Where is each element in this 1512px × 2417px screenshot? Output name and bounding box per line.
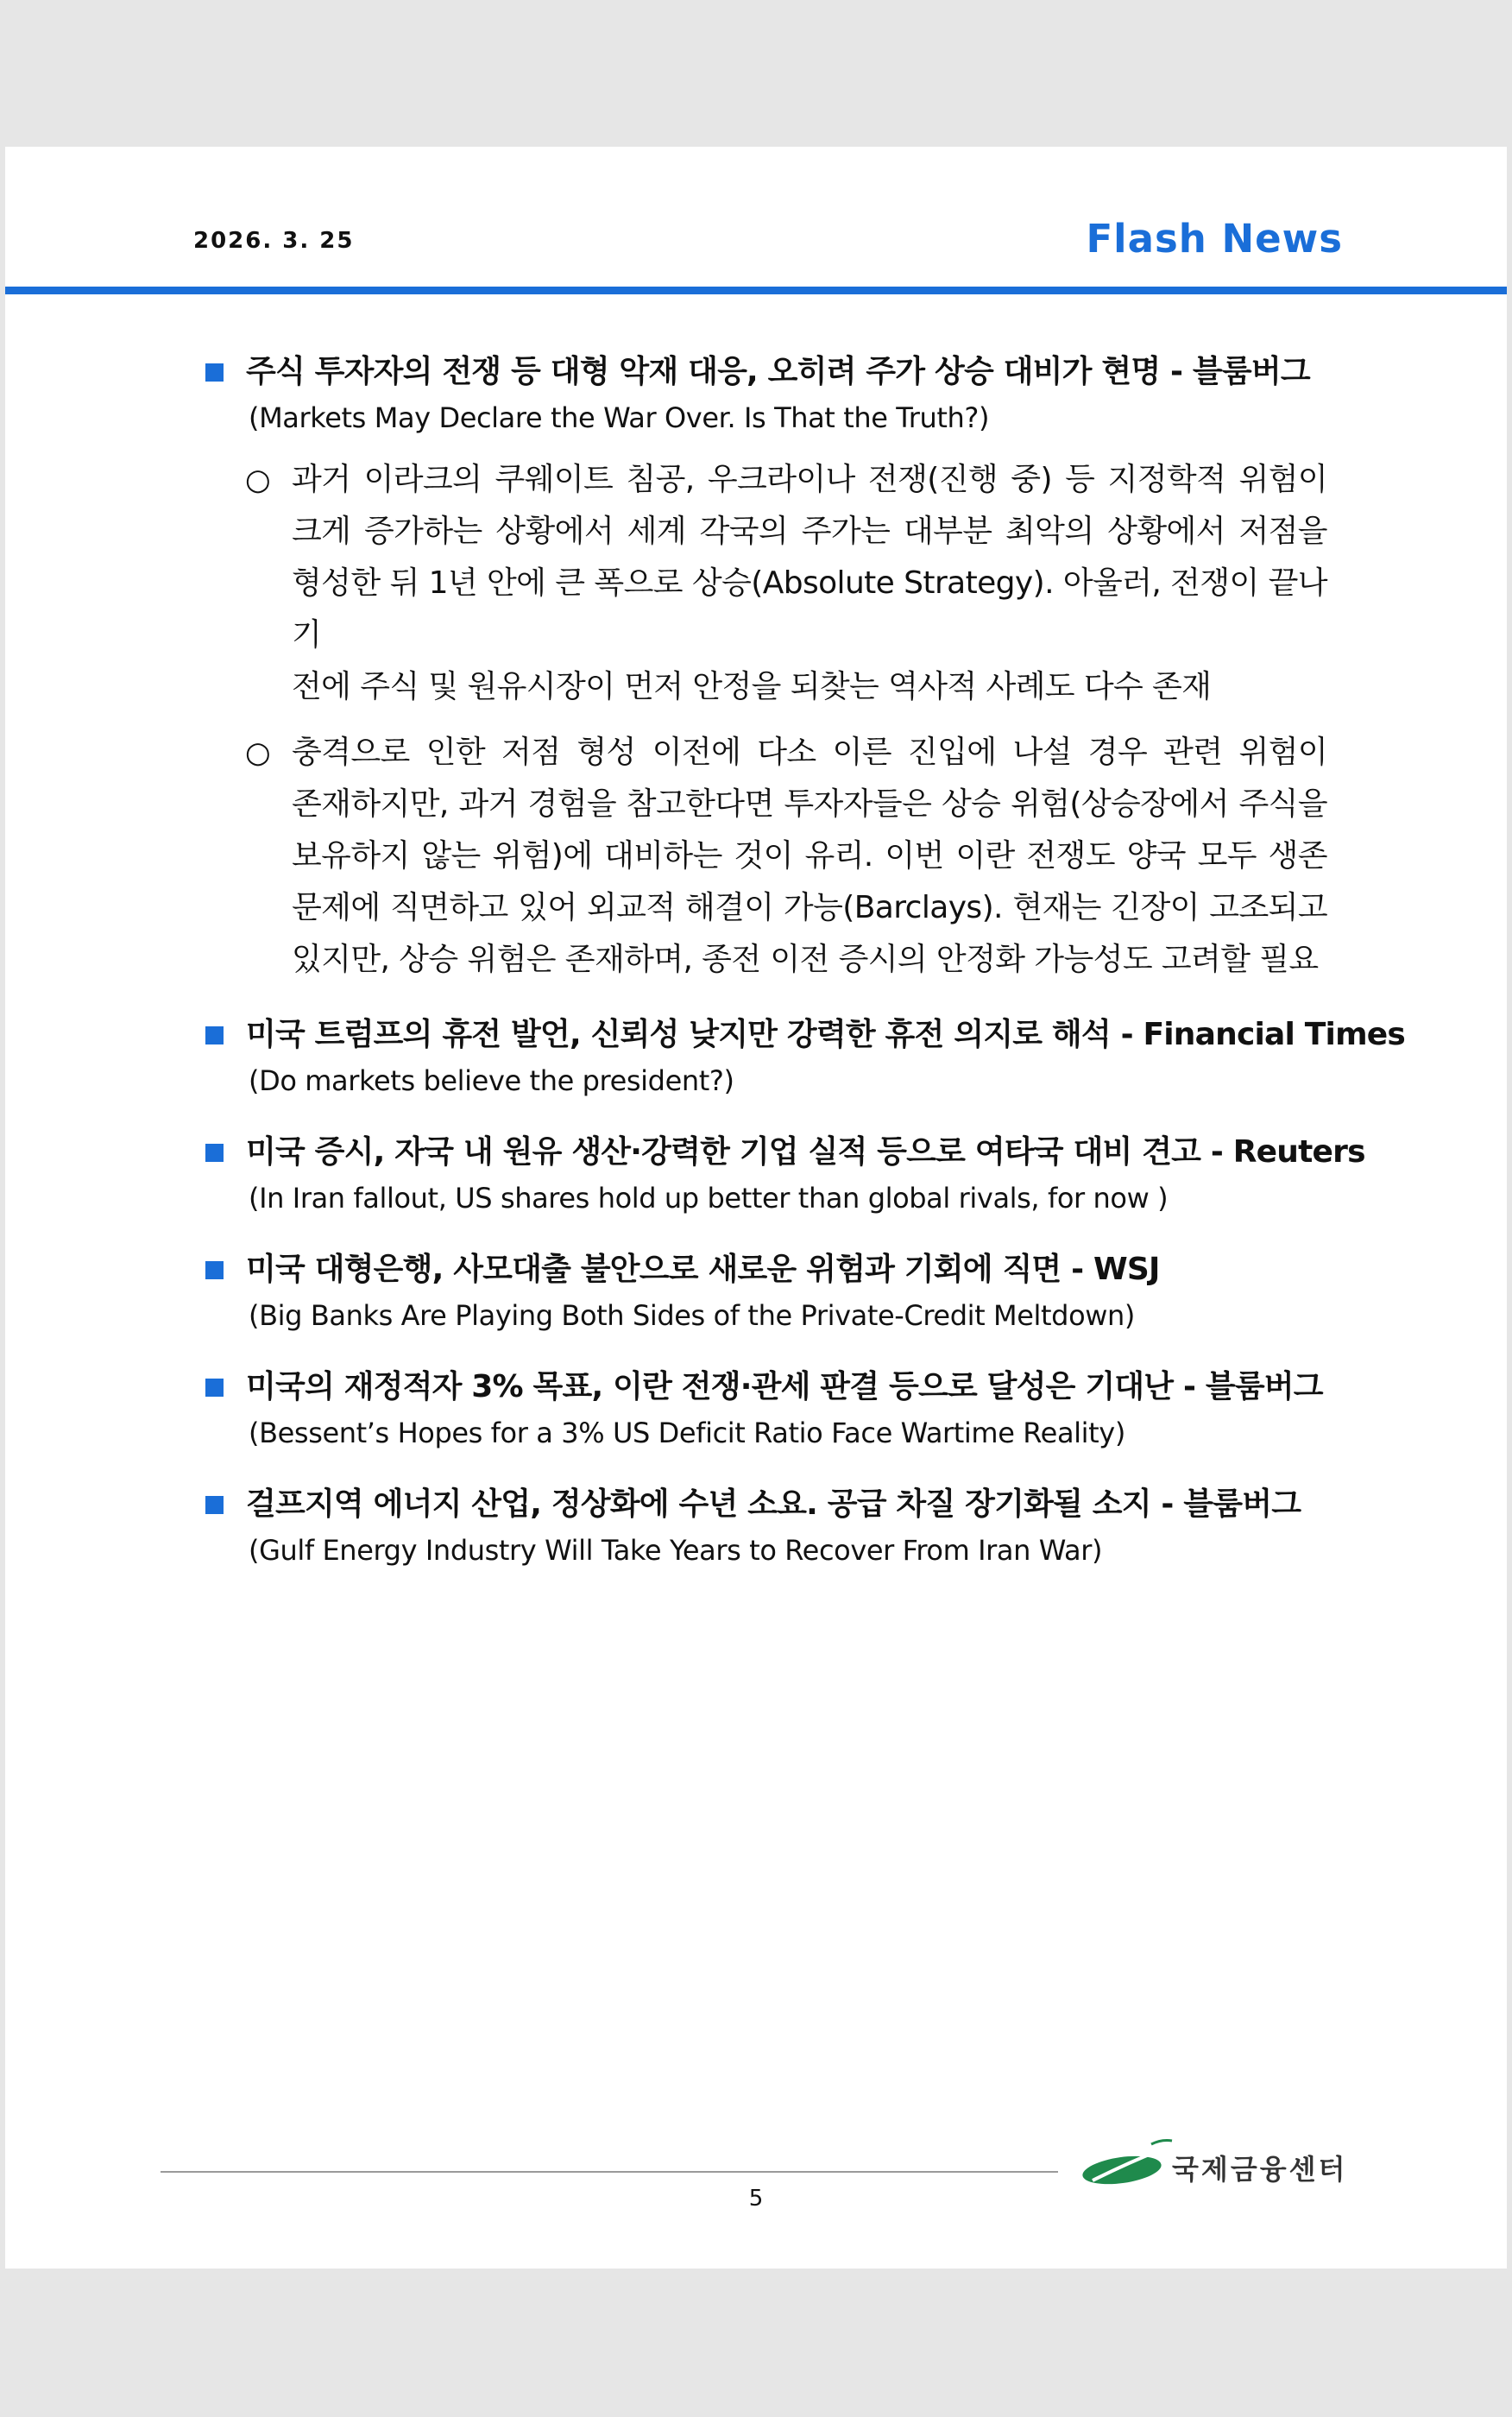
- news-item: [205, 1481, 1336, 1573]
- headline-text: 미국의 재정적자 3% 목표, 이란 전쟁·관세 판결 등으로 달성은 기대난 - 블룸버그: [246, 1369, 1323, 1404]
- news-source-title: (Markets May Declare the War Over. Is That the Truth?): [249, 401, 990, 434]
- detail-line: 크게 증가하는 상황에서 세계 각국의 주가는 대부분 최악의 상황에서 저점을: [292, 514, 1327, 549]
- document-page: [5, 147, 1507, 2269]
- circle-bullet-icon: ○: [245, 463, 271, 497]
- square-bullet-icon: [205, 1379, 224, 1397]
- footer-divider: [161, 2171, 1058, 2173]
- kcif-logo-icon: [1075, 2137, 1179, 2189]
- news-item: [205, 1012, 1406, 1103]
- news-headline: [205, 1364, 1336, 1410]
- square-bullet-icon: [205, 363, 224, 382]
- page-number: 5: [748, 2186, 764, 2212]
- detail-line: 보유하지 않는 위험)에 대비하는 것이 유리. 이번 이란 전쟁도 양국 모두 생존: [292, 838, 1327, 874]
- headline-text: 미국 증시, 자국 내 원유 생산·강력한 기업 실적 등으로 여타국 대비 견고 - Reuters: [246, 1134, 1365, 1170]
- news-source-title: (Big Banks Are Playing Both Sides of the Private-Credit Meltdown): [249, 1299, 1135, 1332]
- news-item: [205, 349, 1336, 986]
- square-bullet-icon: [205, 1496, 224, 1514]
- headline-text: 주식 투자자의 전쟁 등 대형 악재 대응, 오히려 주가 상승 대비가 현명 - 블룸버그: [246, 354, 1310, 389]
- news-headline: [205, 349, 1336, 395]
- news-item: [205, 1364, 1336, 1455]
- headline-text: 미국 대형은행, 사모대출 불안으로 새로운 위험과 기회에 직면 - WSJ: [246, 1252, 1160, 1287]
- square-bullet-icon: [205, 1144, 224, 1162]
- square-bullet-icon: [205, 1261, 224, 1279]
- detail-line: 문제에 직면하고 있어 외교적 해결이 가능(Barclays). 현재는 긴장이 고조되고: [292, 890, 1327, 925]
- news-list: [205, 349, 1406, 1599]
- news-headline: [205, 1129, 1365, 1176]
- news-item: [205, 1129, 1365, 1221]
- circle-bullet-icon: ○: [245, 735, 271, 770]
- news-headline: [205, 1246, 1336, 1293]
- header-divider: [5, 287, 1507, 294]
- detail-point: [245, 727, 1336, 986]
- detail-line: 있지만, 상승 위험은 존재하며, 종전 이전 증시의 안정화 가능성도 고려할 필요: [292, 942, 1319, 977]
- news-source-title: (In Iran fallout, US shares hold up better than global rivals, for now ): [249, 1182, 1169, 1215]
- detail-line: 과거 이라크의 쿠웨이트 침공, 우크라이나 전쟁(진행 중) 등 지정학적 위험이: [292, 462, 1327, 497]
- report-date: 2026. 3. 25: [193, 228, 355, 254]
- news-source-title: (Bessent’s Hopes for a 3% US Deficit Ratio Face Wartime Reality): [249, 1417, 1125, 1449]
- detail-line: 존재하지만, 과거 경험을 참고한다면 투자자들은 상승 위험(상승장에서 주식을: [292, 786, 1327, 822]
- square-bullet-icon: [205, 1026, 224, 1044]
- detail-line: 충격으로 인한 저점 형성 이전에 다소 이른 진입에 나설 경우 관련 위험이: [292, 735, 1327, 770]
- detail-line: 전에 주식 및 원유시장이 먼저 안정을 되찾는 역사적 사례도 다수 존재: [292, 669, 1212, 704]
- news-source-title: (Gulf Energy Industry Will Take Years to Recover From Iran War): [249, 1534, 1103, 1567]
- headline-text: 미국 트럼프의 휴전 발언, 신뢰성 낮지만 강력한 휴전 의지로 해석 - Financial Times: [246, 1017, 1406, 1052]
- brand-title: Flash News: [1086, 216, 1343, 262]
- detail-point: [245, 454, 1336, 713]
- news-headline: [205, 1012, 1406, 1058]
- detail-line: 형성한 뒤 1년 안에 큰 폭으로 상승(Absolute Strategy). 아울러, 전쟁이 끝나기: [292, 565, 1327, 653]
- news-item: [205, 1246, 1336, 1338]
- detail-text: [292, 727, 1327, 986]
- news-source-title: (Do markets believe the president?): [249, 1064, 734, 1097]
- news-headline: [205, 1481, 1336, 1528]
- detail-text: [292, 454, 1327, 713]
- org-name: 국제금융센터: [1172, 2153, 1348, 2186]
- headline-text: 걸프지역 에너지 산업, 정상화에 수년 소요. 공급 차질 장기화될 소지 - 블룸버그: [246, 1486, 1301, 1522]
